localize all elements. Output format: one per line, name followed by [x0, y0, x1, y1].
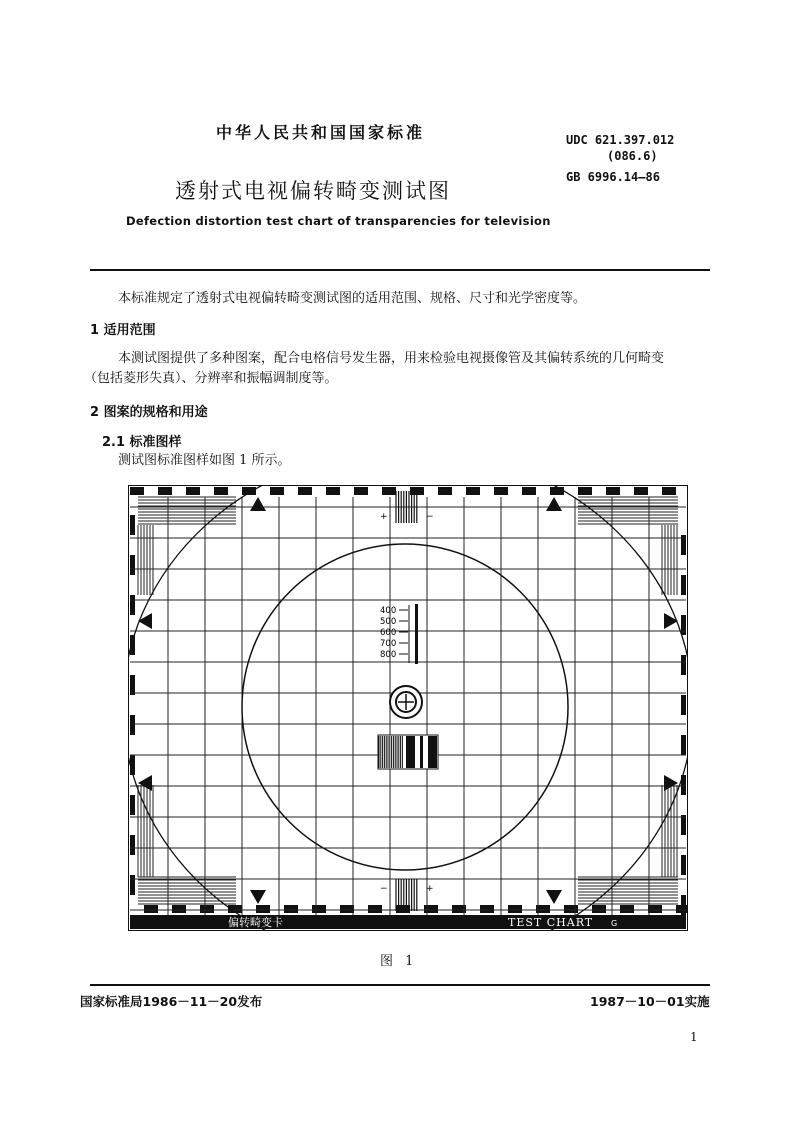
- left-border-block: [130, 515, 135, 535]
- standard-name: 中华人民共和国国家标准: [216, 123, 426, 142]
- plus-mark-bottom: +: [426, 884, 434, 894]
- scale-label: 500: [380, 617, 397, 627]
- bar-black-block: [406, 736, 415, 768]
- chart-label-chinese: 偏转畸变卡: [228, 916, 283, 929]
- bottom-border-block: [564, 905, 578, 913]
- page-number: 1: [690, 1030, 698, 1044]
- top-border-block: [242, 487, 256, 495]
- left-border-block: [130, 675, 135, 695]
- left-border-block: [130, 795, 135, 815]
- scale-label: 700: [380, 639, 397, 649]
- bar-thin-block: [420, 736, 423, 768]
- top-border-block: [382, 487, 396, 495]
- right-border-block: [681, 895, 686, 915]
- left-border-block: [130, 875, 135, 895]
- bottom-border-block: [172, 905, 186, 913]
- top-border-block: [186, 487, 200, 495]
- bottom-border-block: [368, 905, 382, 913]
- figure-caption: 图 1: [380, 954, 418, 969]
- right-border-block: [681, 815, 686, 835]
- header-rule: [90, 269, 710, 271]
- bottom-border-block: [256, 905, 270, 913]
- section-2-1-heading: 2.1 标准图样: [102, 435, 182, 450]
- top-border-block: [270, 487, 284, 495]
- top-border-block: [578, 487, 592, 495]
- effective-date: 1987－10－01实施: [590, 994, 710, 1009]
- right-border-block: [681, 855, 686, 875]
- right-border-block: [681, 655, 686, 675]
- bottom-border-block: [340, 905, 354, 913]
- intro-paragraph: 本标准规定了透射式电视偏转畸变测试图的适用范围、规格、尺寸和光学密度等。: [118, 291, 587, 306]
- right-border-block: [681, 735, 686, 755]
- section-1-heading: 1 适用范围: [90, 323, 156, 338]
- top-border-block: [130, 487, 144, 495]
- bottom-border-block: [508, 905, 522, 913]
- chart-label-suffix: G: [611, 919, 618, 928]
- bottom-border-block: [144, 905, 158, 913]
- plus-mark-top: +: [380, 512, 388, 522]
- right-border-block: [681, 615, 686, 635]
- scale-label: 800: [380, 650, 397, 660]
- bottom-border-block: [592, 905, 606, 913]
- top-border-block: [298, 487, 312, 495]
- top-border-block: [606, 487, 620, 495]
- top-border-block: [494, 487, 508, 495]
- bottom-border-block: [480, 905, 494, 913]
- bar-black-block-right: [428, 736, 437, 768]
- top-border-block: [326, 487, 340, 495]
- top-border-block: [438, 487, 452, 495]
- udc-subcode: (086.6): [607, 149, 658, 163]
- top-border-block: [158, 487, 172, 495]
- section-1-text-line-1: 本测试图提供了多种图案，配合电格信号发生器，用来检验电视摄像管及其偏转系统的几何畸变: [118, 351, 665, 366]
- issue-date: 国家标准局1986－11－20发布: [80, 994, 263, 1009]
- top-border-block: [634, 487, 648, 495]
- left-border-block: [130, 555, 135, 575]
- minus-mark-bottom: −: [380, 884, 388, 894]
- test-chart-figure: [128, 485, 688, 931]
- udc-code: UDC 621.397.012: [566, 133, 675, 147]
- minus-mark-top: −: [426, 512, 434, 522]
- top-border-block: [550, 487, 564, 495]
- bottom-border-block: [620, 905, 634, 913]
- bottom-border-block: [284, 905, 298, 913]
- top-border-block: [466, 487, 480, 495]
- scale-wedge-bar: [415, 604, 418, 664]
- scale-label: 400: [380, 606, 397, 616]
- section-2-heading: 2 图案的规格和用途: [90, 405, 208, 420]
- document-subtitle-english: Defection distortion test chart of transparencies for television: [126, 214, 551, 228]
- left-border-block: [130, 715, 135, 735]
- right-border-block: [681, 695, 686, 715]
- gb-standard-number: GB 6996.14—86: [566, 170, 660, 184]
- chart-label-english: TEST CHART: [508, 916, 594, 929]
- bar-pattern-block: [378, 735, 438, 769]
- top-border-block: [522, 487, 536, 495]
- section-1-text-line-2: （包括菱形失真）、分辨率和振幅调制度等。: [84, 371, 338, 386]
- bottom-label-band: [130, 915, 686, 929]
- bottom-border-block: [424, 905, 438, 913]
- left-border-block: [130, 835, 135, 855]
- bottom-border-block: [648, 905, 662, 913]
- document-title: 透射式电视偏转畸变测试图: [175, 179, 451, 203]
- top-border-block: [214, 487, 228, 495]
- section-2-1-text: 测试图标准图样如图 1 所示。: [118, 453, 291, 468]
- footer-rule: [90, 984, 710, 986]
- bottom-border-block: [312, 905, 326, 913]
- top-border-block: [354, 487, 368, 495]
- left-border-block: [130, 595, 135, 615]
- bottom-border-block: [200, 905, 214, 913]
- scale-label: 600: [380, 628, 397, 638]
- right-border-block: [681, 575, 686, 595]
- top-border-block: [662, 487, 676, 495]
